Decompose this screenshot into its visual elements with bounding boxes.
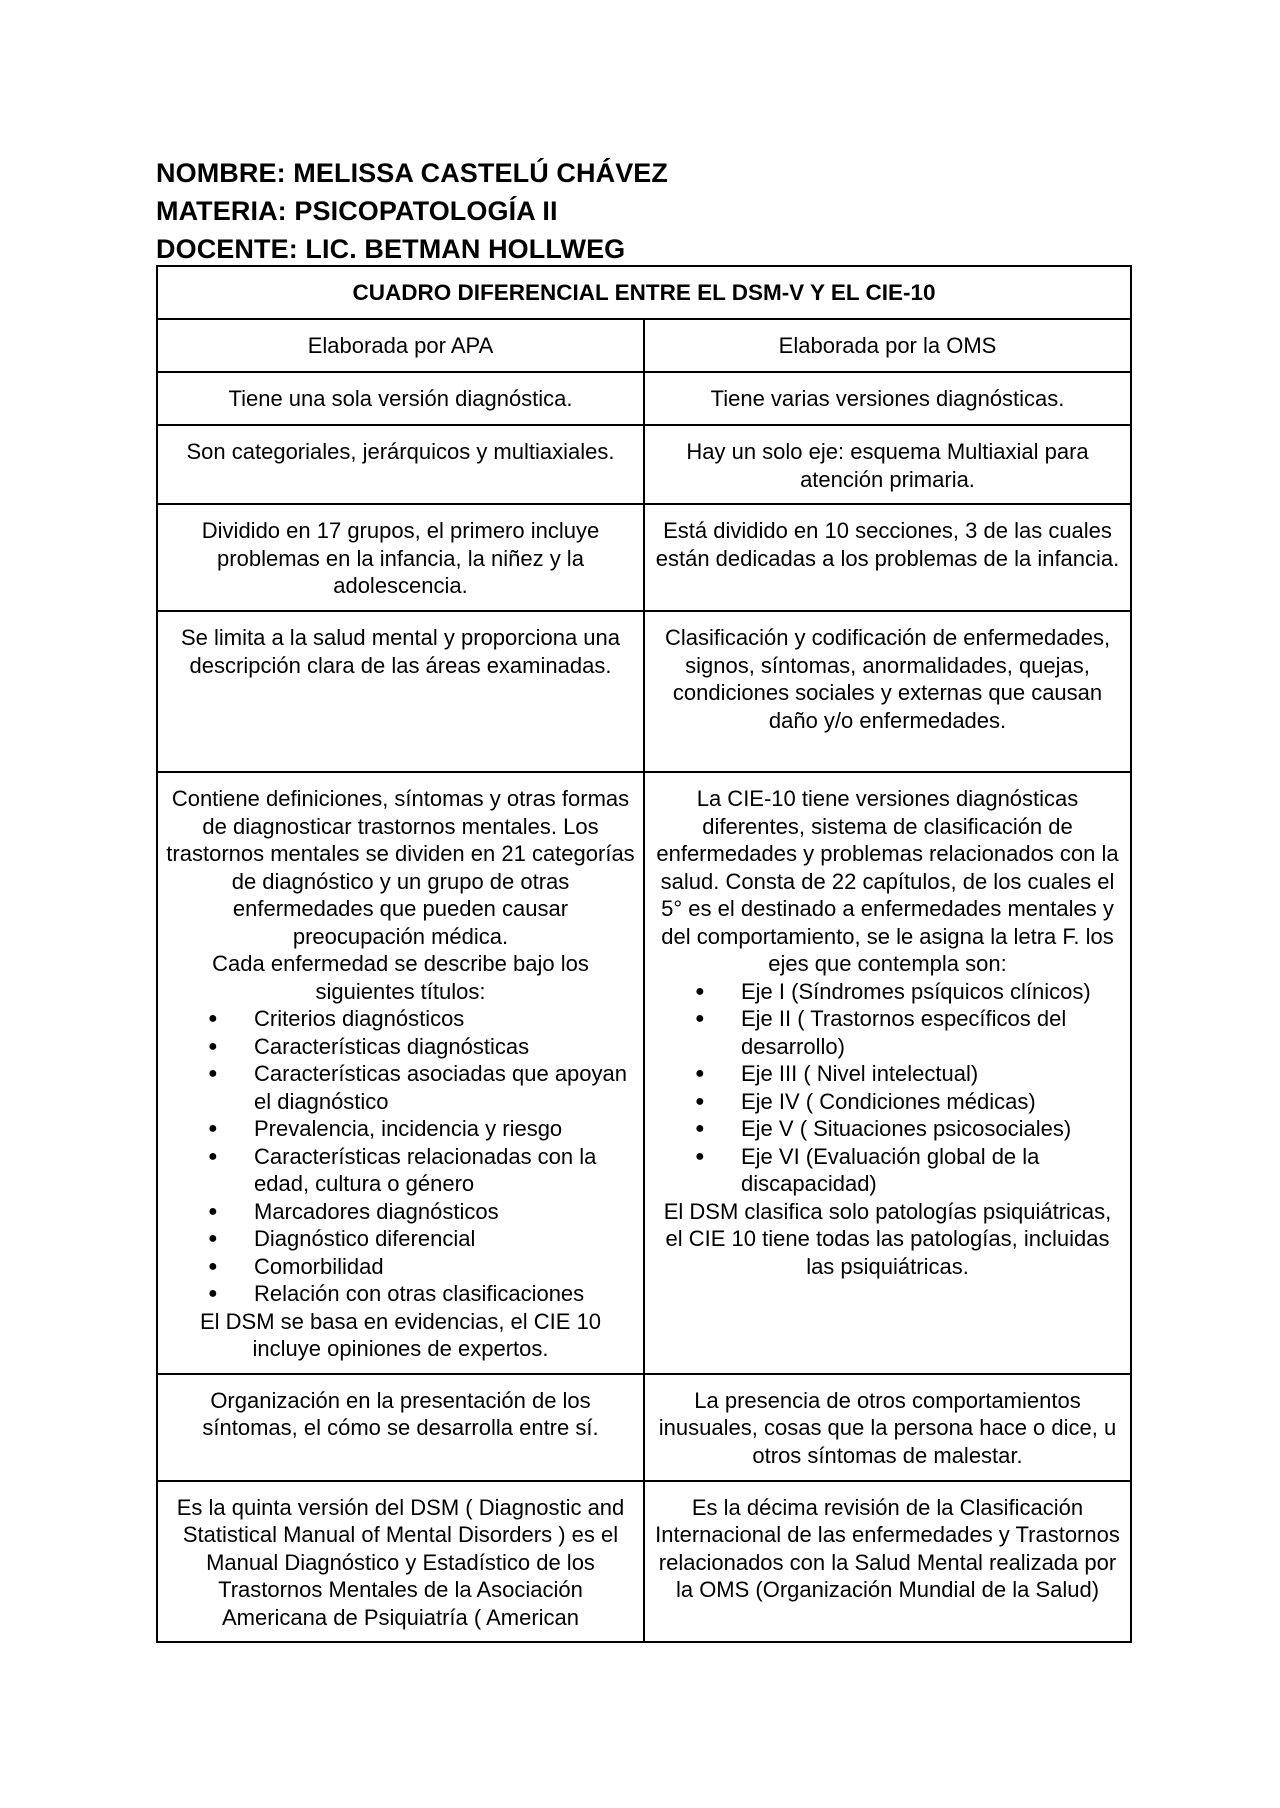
bullet-icon: ● <box>208 1120 218 1137</box>
bullet-icon: ● <box>208 1202 218 1220</box>
bullet-icon: ● <box>695 1010 705 1027</box>
table-row <box>157 372 1131 425</box>
cie-detail-cell <box>644 772 1131 1374</box>
cie-cell: Hay un solo eje: esquema Multiaxial para atención primaria. <box>644 425 1131 504</box>
table-row-detailed <box>157 772 1131 1374</box>
teacher: DOCENTE: LIC. BETMAN HOLLWEG <box>156 234 626 264</box>
bullet-icon: ● <box>208 1010 218 1027</box>
dsm-cell: Es la quinta versión del DSM ( Diagnostic and Statistical Manual of Mental Disorders ) es el Manual Diagnóstico y Estadístico de los Trastornos Mentales de la Asociación Americana de Psiquiatría ( American <box>157 1481 644 1643</box>
cie-intro: La CIE-10 tiene versiones diagnósticas diferentes, sistema de clasificación de enfermedades y problemas relacionados con la salud. Consta de 22 capítulos, de los cuales el 5° es el destinado a enfermedades mentales y del comportamiento, se le asigna la letra F. los ejes que contempla son: <box>656 786 1119 976</box>
list-item: ● Comorbilidad <box>208 1253 384 1279</box>
dsm-cell: Se limita a la salud mental y proporciona una descripción clara de las áreas examinadas. <box>157 611 644 772</box>
document-header <box>156 154 668 268</box>
list-item: ● Criterios diagnósticos <box>208 1006 465 1031</box>
list-item: ● Marcadores diagnósticos <box>208 1198 499 1224</box>
bullet-icon: ● <box>695 1092 705 1110</box>
dsm-intro: Contiene definiciones, síntomas y otras formas de diagnosticar trastornos mentales. Los trastornos mentales se dividen en 21 categorías de diagnóstico y un grupo de otras enfermedades que pueden causar preocupación médica. <box>166 786 635 949</box>
list-item: ● Eje IV ( Condiciones médicas) <box>695 1088 1036 1114</box>
cie-cell: Clasificación y codificación de enfermedades, signos, síntomas, anormalidades, quejas, condiciones sociales y externas que causan daño y/o enfermedades. <box>644 611 1131 772</box>
bullet-icon: ● <box>695 982 705 1000</box>
dsm-headings-list <box>166 1005 635 1308</box>
dsm-cell: Tiene una sola versión diagnóstica. <box>157 372 644 425</box>
cie-cell: Tiene varias versiones diagnósticas. <box>644 372 1131 425</box>
table-row <box>157 425 1131 504</box>
list-item: ● Eje V ( Situaciones psicosociales) <box>695 1116 1072 1141</box>
table-row <box>157 504 1131 611</box>
list-item: ● Características relacionadas con la edad, cultura o género <box>208 1143 597 1196</box>
cie-cell: Es la décima revisión de la Clasificación Internacional de las enfermedades y Trastornos relacionados con la Salud Mental realizada por la OMS (Organización Mundial de la Salud) <box>644 1481 1131 1643</box>
bullet-icon: ● <box>695 1065 705 1082</box>
dsm-headings-intro: Cada enfermedad se describe bajo los siguientes títulos: <box>212 951 589 1004</box>
list-item: ● Prevalencia, incidencia y riesgo <box>208 1116 563 1141</box>
cie-cell: Elaborada por la OMS <box>644 319 1131 372</box>
list-item: ● Diagnóstico diferencial <box>208 1226 476 1251</box>
list-item: ● Eje II ( Trastornos específicos del desarrollo) <box>695 1006 1067 1059</box>
cie-cell: Está dividido en 10 secciones, 3 de las cuales están dedicadas a los problemas de la infancia. <box>644 504 1131 611</box>
list-item: ● Eje I (Síndromes psíquicos clínicos) <box>695 978 1091 1004</box>
dsm-outro: El DSM se basa en evidencias, el CIE 10 incluye opiniones de expertos. <box>199 1308 602 1361</box>
dsm-cell: Son categoriales, jerárquicos y multiaxiales. <box>157 425 644 504</box>
bullet-icon: ● <box>208 1285 218 1302</box>
table-row <box>157 1481 1131 1643</box>
cie-outro: El DSM clasifica solo patologías psiquiátricas, el CIE 10 tiene todas las patologías, incluidas las psiquiátricas. <box>663 1198 1112 1279</box>
table-row <box>157 319 1131 372</box>
table-title-row <box>157 266 1131 319</box>
list-item: ● Eje III ( Nivel intelectual) <box>695 1061 979 1086</box>
dsm-cell: Dividido en 17 grupos, el primero incluye problemas en la infancia, la niñez y la adolescencia. <box>157 504 644 611</box>
bullet-icon: ● <box>695 1120 705 1137</box>
list-item: ● Características diagnósticas <box>208 1033 530 1059</box>
bullet-icon: ● <box>208 1037 218 1055</box>
bullet-icon: ● <box>208 1065 218 1082</box>
cie-cell: La presencia de otros comportamientos inusuales, cosas que la persona hace o dice, u otros síntomas de malestar. <box>644 1374 1131 1481</box>
list-item: ● Relación con otras clasificaciones <box>208 1281 585 1306</box>
cie-axes-list <box>653 978 1122 1198</box>
bullet-icon: ● <box>208 1230 218 1247</box>
table-title: CUADRO DIFERENCIAL ENTRE EL DSM-V Y EL CIE-10 <box>157 266 1131 319</box>
list-item: ● Características asociadas que apoyan el diagnóstico <box>208 1061 627 1114</box>
comparison-table <box>156 265 1132 1643</box>
list-item: ● Eje VI (Evaluación global de la discapacidad) <box>695 1143 1040 1196</box>
subject: MATERIA: PSICOPATOLOGÍA II <box>156 196 558 226</box>
bullet-icon: ● <box>208 1257 218 1275</box>
table-row <box>157 611 1131 772</box>
dsm-cell: Elaborada por APA <box>157 319 644 372</box>
dsm-cell: Organización en la presentación de los síntomas, el cómo se desarrolla entre sí. <box>157 1374 644 1481</box>
dsm-detail-cell <box>157 772 644 1374</box>
bullet-icon: ● <box>208 1147 218 1165</box>
table-row <box>157 1374 1131 1481</box>
bullet-icon: ● <box>695 1147 705 1165</box>
student-name: NOMBRE: MELISSA CASTELÚ CHÁVEZ <box>156 158 669 188</box>
